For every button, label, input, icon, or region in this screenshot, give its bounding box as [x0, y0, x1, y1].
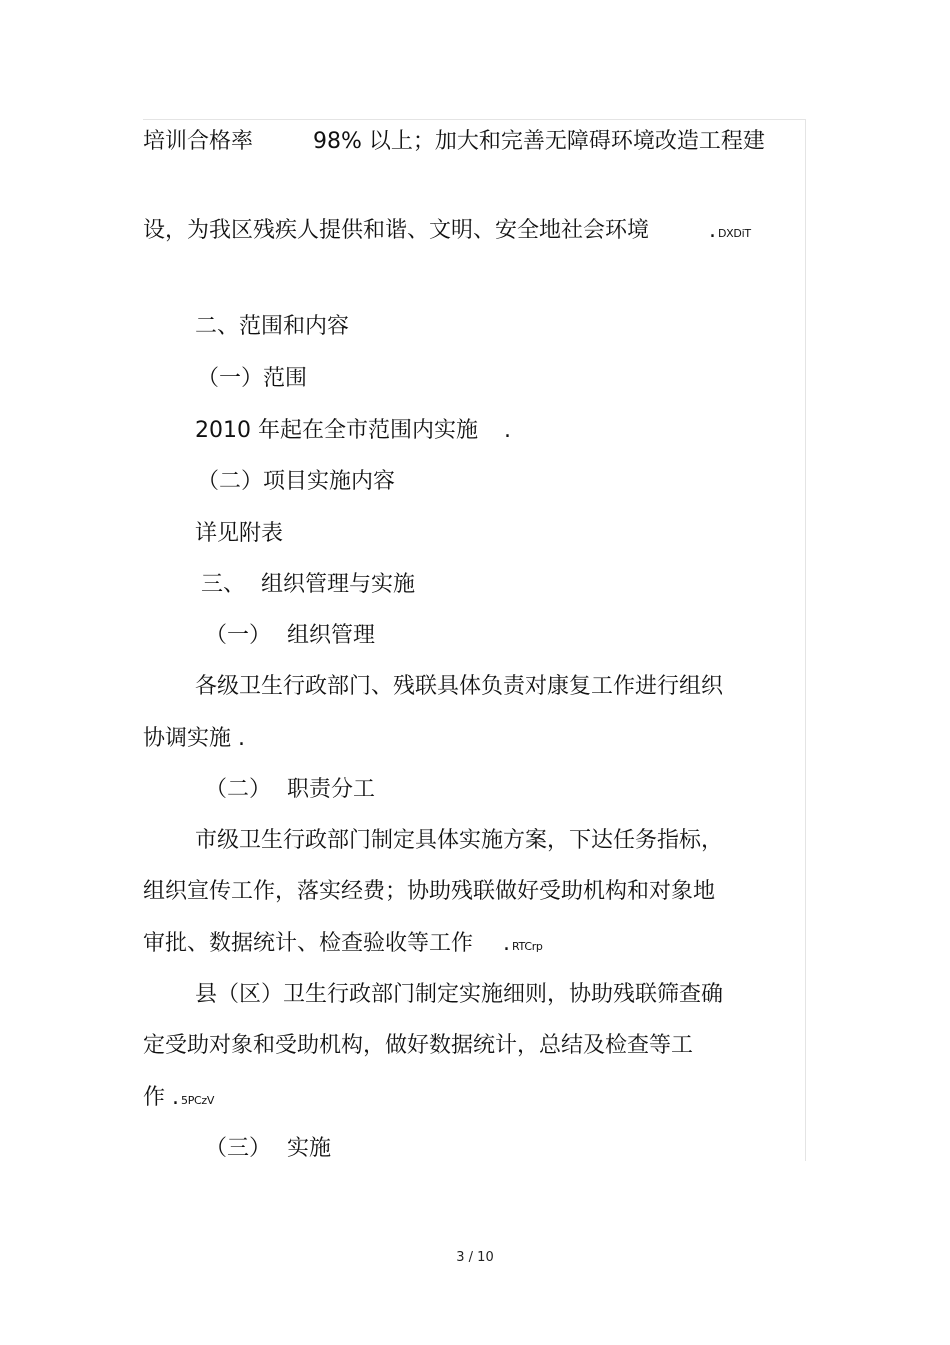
subheading-implementation — [205, 1135, 331, 1163]
page-number: 3 / 10 — [456, 1250, 494, 1265]
line-15-text: 审批、数据统计、检查验收等工作 — [143, 931, 474, 956]
text-line-11: 协调实施 . — [143, 726, 245, 751]
subheading-impl-title: 实施 — [287, 1136, 332, 1161]
text-line-17: 定受助对象和受助机构，做好数据统计，总结及检查等工 — [143, 1033, 694, 1058]
line-15-dot: . — [503, 931, 511, 956]
text-line-scope — [195, 417, 511, 445]
line-1-part-b: 98% 以上；加大和完善无障碍环境改造工程建 — [313, 129, 765, 154]
line-2-text: 设，为我区残疾人提供和谐、文明、安全地社会环境 — [143, 218, 650, 243]
text-line-13: 市级卫生行政部门制定具体实施方案，下达任务指标， — [195, 828, 724, 853]
text-line-14: 组织宣传工作，落实经费；协助残联做好受助机构和对象地 — [143, 879, 716, 904]
subheading-project-content: （二）项目实施内容 — [197, 469, 396, 494]
line-2-tag: DXDiT — [718, 227, 751, 240]
line-18-text: 作 . — [143, 1085, 179, 1110]
heading-organization — [201, 571, 415, 599]
subheading-org-number: （一） — [205, 623, 272, 648]
subheading-org-management — [205, 622, 375, 650]
subheading-duties-number: （二） — [205, 777, 272, 802]
subheading-duties — [205, 776, 375, 804]
text-line-2 — [143, 217, 751, 248]
scope-dot: . — [503, 418, 511, 443]
heading-organization-title: 组织管理与实施 — [261, 572, 416, 597]
subheading-impl-number: （三） — [205, 1136, 272, 1161]
subheading-scope: （一）范围 — [197, 366, 308, 391]
scope-text: 2010 年起在全市范围内实施 — [195, 418, 478, 443]
subheading-duties-title: 职责分工 — [287, 777, 376, 802]
line-15-tag: RTCrp — [512, 940, 543, 953]
text-line-15 — [143, 930, 543, 961]
page-frame-top — [143, 119, 806, 120]
line-18-tag: 5PCzV — [181, 1094, 215, 1107]
subheading-org-title: 组织管理 — [287, 623, 376, 648]
text-line-16: 县（区）卫生行政部门制定实施细则，协助残联筛查确 — [195, 982, 724, 1007]
text-line-10: 各级卫生行政部门、残联具体负责对康复工作进行组织 — [195, 674, 724, 699]
text-line-1 — [143, 128, 765, 156]
line-1-part-a: 培训合格率 — [143, 129, 254, 154]
line-2-dot: . — [709, 218, 717, 243]
heading-scope-content: 二、范围和内容 — [195, 314, 350, 339]
heading-organization-number: 三、 — [201, 572, 246, 597]
page-frame-right — [805, 119, 806, 1161]
text-see-attachment: 详见附表 — [195, 521, 284, 546]
text-line-18 — [143, 1084, 214, 1115]
